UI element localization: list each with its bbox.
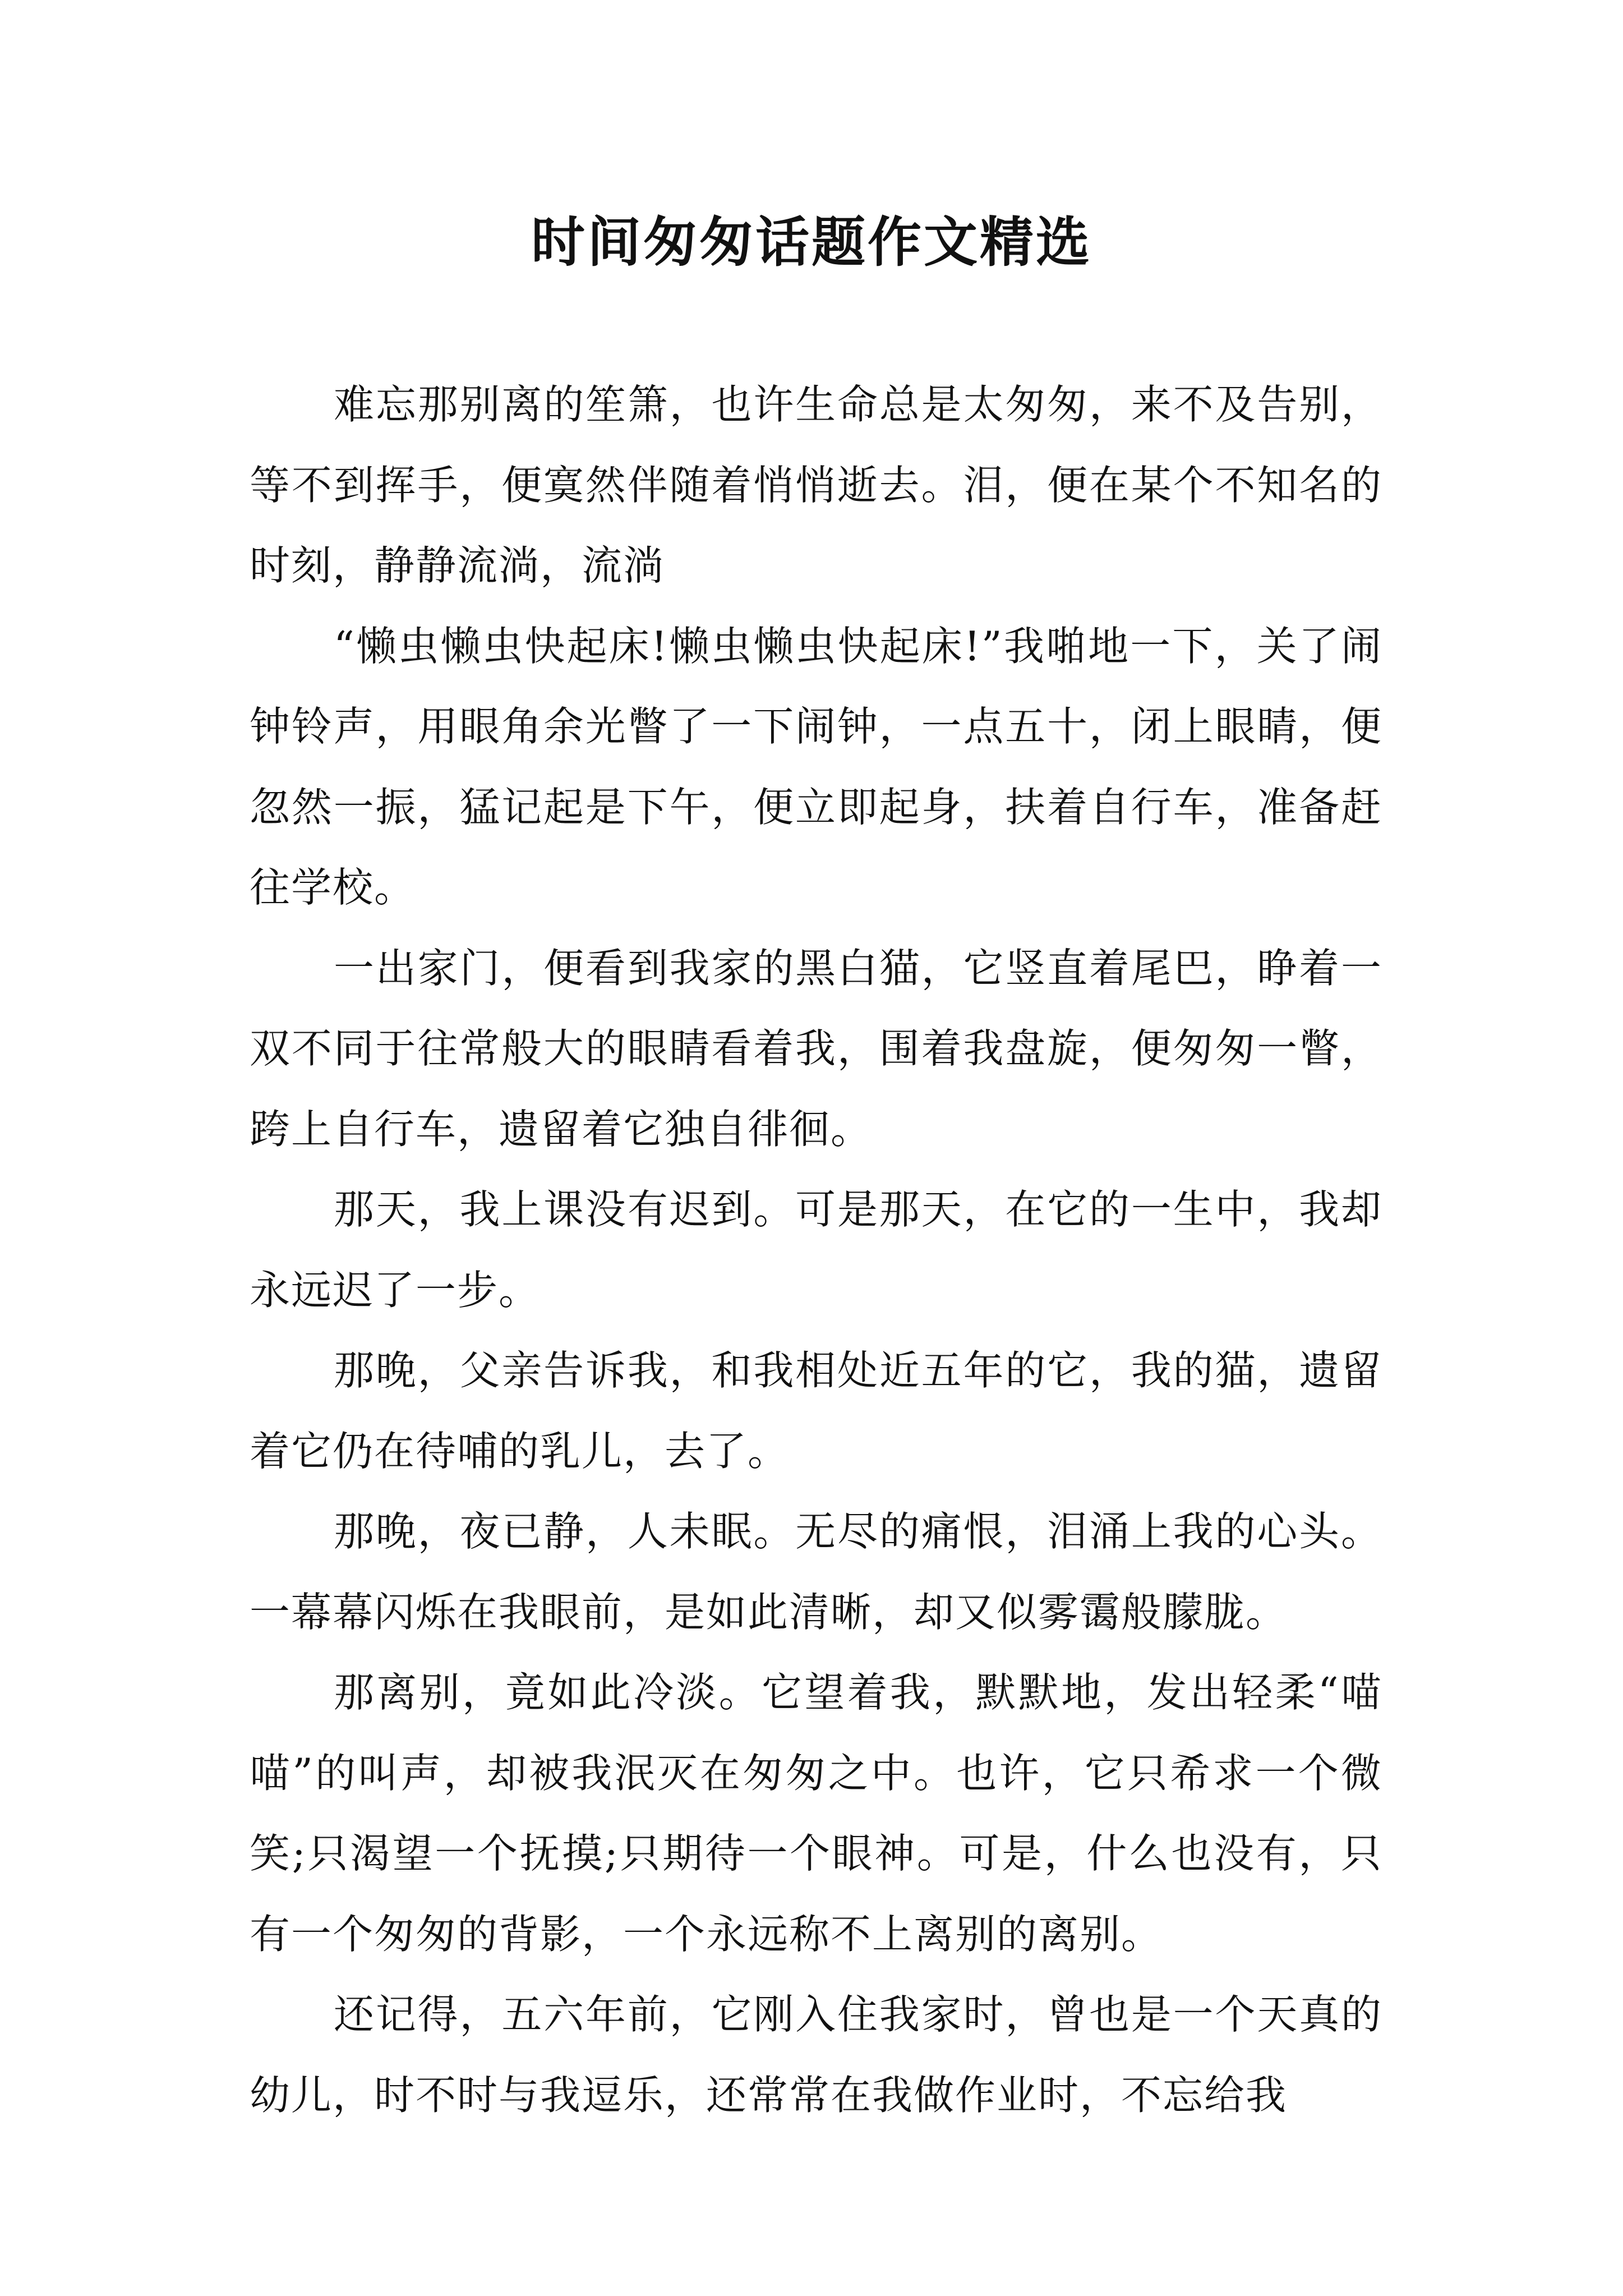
paragraph: 那天，我上课没有迟到。可是那天，在它的一生中，我却永远迟了一步。 [250,1186,1382,1314]
paragraph: 那晚，父亲告诉我，和我相处近五年的它，我的猫，遗留着它仍在待哺的乳儿，去了。 [250,1347,1382,1475]
paragraph: 那晚，夜已静，人未眠。无尽的痛恨，泪涌上我的心头。一幕幕闪烁在我眼前，是如此清晰，却又似雾霭般朦胧。 [250,1508,1382,1636]
document-title: 时间匆匆话题作文精选 [531,210,1092,274]
paragraph: 还记得，五六年前，它刚入住我家时，曾也是一个天真的幼儿，时不时与我逗乐，还常常在我做作业时，不忘给我 [250,1991,1382,2119]
document-body [250,365,1382,2136]
paragraph: 一出家门，便看到我家的黑白猫，它竖直着尾巴，睁着一双不同于往常般大的眼睛看着我，围着我盘旋，便匆匆一瞥，跨上自行车，遗留着它独自徘徊。 [250,944,1382,1153]
paragraph: 难忘那别离的笙箫，也许生命总是太匆匆，来不及告别，等不到挥手，便寞然伴随着悄悄逝去。泪，便在某个不知名的时刻，静静流淌，流淌 [250,381,1382,589]
paragraph: 那离别，竟如此冷淡。它望着我，默默地，发出轻柔“喵喵”的叫声，却被我泯灭在匆匆之中。也许，它只希求一个微笑;只渴望一个抚摸;只期待一个眼神。可是，什么也没有，只有一个匆匆的背影，一个永远称不上离别的离别。 [250,1669,1382,1958]
paragraph: “懒虫懒虫快起床!懒虫懒虫快起床!”我啪地一下，关了闹钟铃声，用眼角余光瞥了一下闹钟，一点五十，闭上眼睛，便忽然一振，猛记起是下午，便立即起身，扶着自行车，准备赶往学校。 [250,622,1382,911]
